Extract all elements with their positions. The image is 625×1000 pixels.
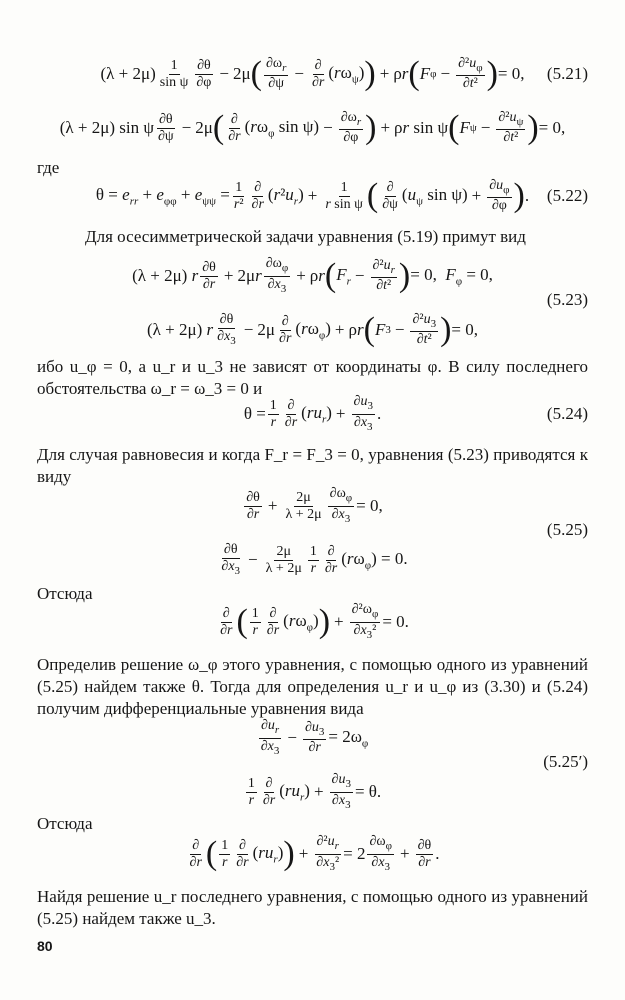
page-number: 80 [37,938,53,954]
equation-5-25p-line2: 1 r ∂ ∂r $(ru_r)$ + $\frac{\partial u_3}{\partial x_3}$ = θ. [247,771,382,811]
paragraph: Определив решение ω_φ этого уравнения, с помощью одного из уравнений (5.25) найдем также θ. Тогда для определения u_r и u_φ из (3.30) и (5.24) получим дифференциальные уравнения вида [37,655,588,718]
label-otsyuda: Отсюда [37,584,93,603]
equation-number: (5.25) [546,520,588,539]
equation-u-r: ∂ ∂r ( 1 r ∂ ∂r $(ru_r)$ ) + $\frac{\partial^2u_r}{\partial x_3^2}$ = 2 $\partial\omega_\varphi$ $\partial x_3$ + $\frac{\partial\theta}{\partial r}$ . [189,833,440,873]
equation-5-25-line2: ∂θ $\partial x_3$ − $\frac{2\mu}{\lambda + 2\mu}$ 1 r ∂ ∂r $(r\omega_\varphi) = 0$. [221,541,408,577]
paragraph: Для случая равновесия и когда F_r = F_3 = 0, уравнения (5.23) приводятся к виду [37,445,588,486]
label-otsyuda: Отсюда [37,814,93,833]
equation-5-24: θ = $\frac{1}{r}$ ∂ ∂r $(ru_r)$ + $\frac{\partial u_3}{\partial x_3}$ . (5.24) [243,393,588,433]
equation-number: (5.25′) [543,752,588,771]
equation-number: (5.21) [546,64,588,83]
equation-5-25p-line1: $\partial u_r$ $\partial x_3$ − $\frac{\partial u_3}{\partial r}$ = $2\omega_\varphi$ [260,717,369,757]
equation-omega-phi: ∂ ∂r ( 1 r ∂ ∂r $(r\omega_\varphi)$ ) + $\frac{\partial^2\omega_\varphi}{\partial x_3^2}$ = 0. [220,601,409,641]
equation-5-22: $\theta = e_{rr} + e_{\varphi\varphi} + e_{\psi\psi}$ = $\frac{1}{\text{r²}}$ ∂ ∂r $(r^2u_r)$ + $\frac{1}{\text{r sin ψ}}$ ( ∂ ∂ψ ($u_\psi$ sin ψ) + $\frac{\partial u_\varphi}{\partial\varphi}$ ) . (5.22) [95,177,588,214]
paragraph: Для осесимметрической задачи уравнения (5.19) примут вид [85,227,526,246]
equation-5-23-line2: (λ + 2μ) r ∂θ $\partial x_3$ − 2μ ∂ ∂r $(r\omega_\varphi)$ + ρr ( F 3 − $\frac{\partial^2u_3}{\text{∂t²}}$ ) = 0, [147,311,478,348]
label-gde: где [37,158,60,177]
paragraph: Найдя решение u_r последнего уравнения, с помощью одного из уравнений (5.25) найдем также u_3. [37,887,588,928]
equation-5-21-line1: (λ + 2μ) 1 sin ψ ∂θ ∂φ − 2μ ( $\partial\omega_r$ ∂ψ − ∂ ∂r $(r\omega_\psi)$ ) + ρr ( F φ − $\frac{\partial^2u_\varphi}{\text{∂t²}}$ ) = 0, (5.21) [100,55,588,92]
paragraph: ибо u_φ = 0, а u_r и u_3 не зависят от координаты φ. В силу последнего обстоятельства ω_r = ω_3 = 0 и [37,357,588,398]
equation-number: (5.23) [546,290,588,309]
equation-number: (5.22) [546,186,588,205]
equation-number: (5.24) [546,404,588,423]
equation-5-23-line1: (λ + 2μ) r ∂θ ∂r + 2μr $\partial\omega_\varphi$ $\partial x_3$ + ρr ( $F_r$ − $\frac{\partial^2u_r}{\text{∂t²}}$ ) = 0, $F_\varphi = 0$, [132,255,493,295]
equation-5-21-line2: (λ + 2μ) sin ψ ∂θ ∂ψ − 2μ ( ∂ ∂r ($r\omega_\varphi$ sin ψ) − $\frac{\partial\omega_r}{\partial\varphi}$ ) + ρr sin ψ ( F ψ − $\frac{\partial^2u_\psi}{\text{∂t²}}$ ) = 0, [59,109,566,146]
equation-5-25-line1: ∂θ ∂r + $\frac{2\mu}{\lambda + 2\mu}$ $\frac{\partial\omega_\varphi}{\partial x_3}$ = 0, [246,485,383,525]
